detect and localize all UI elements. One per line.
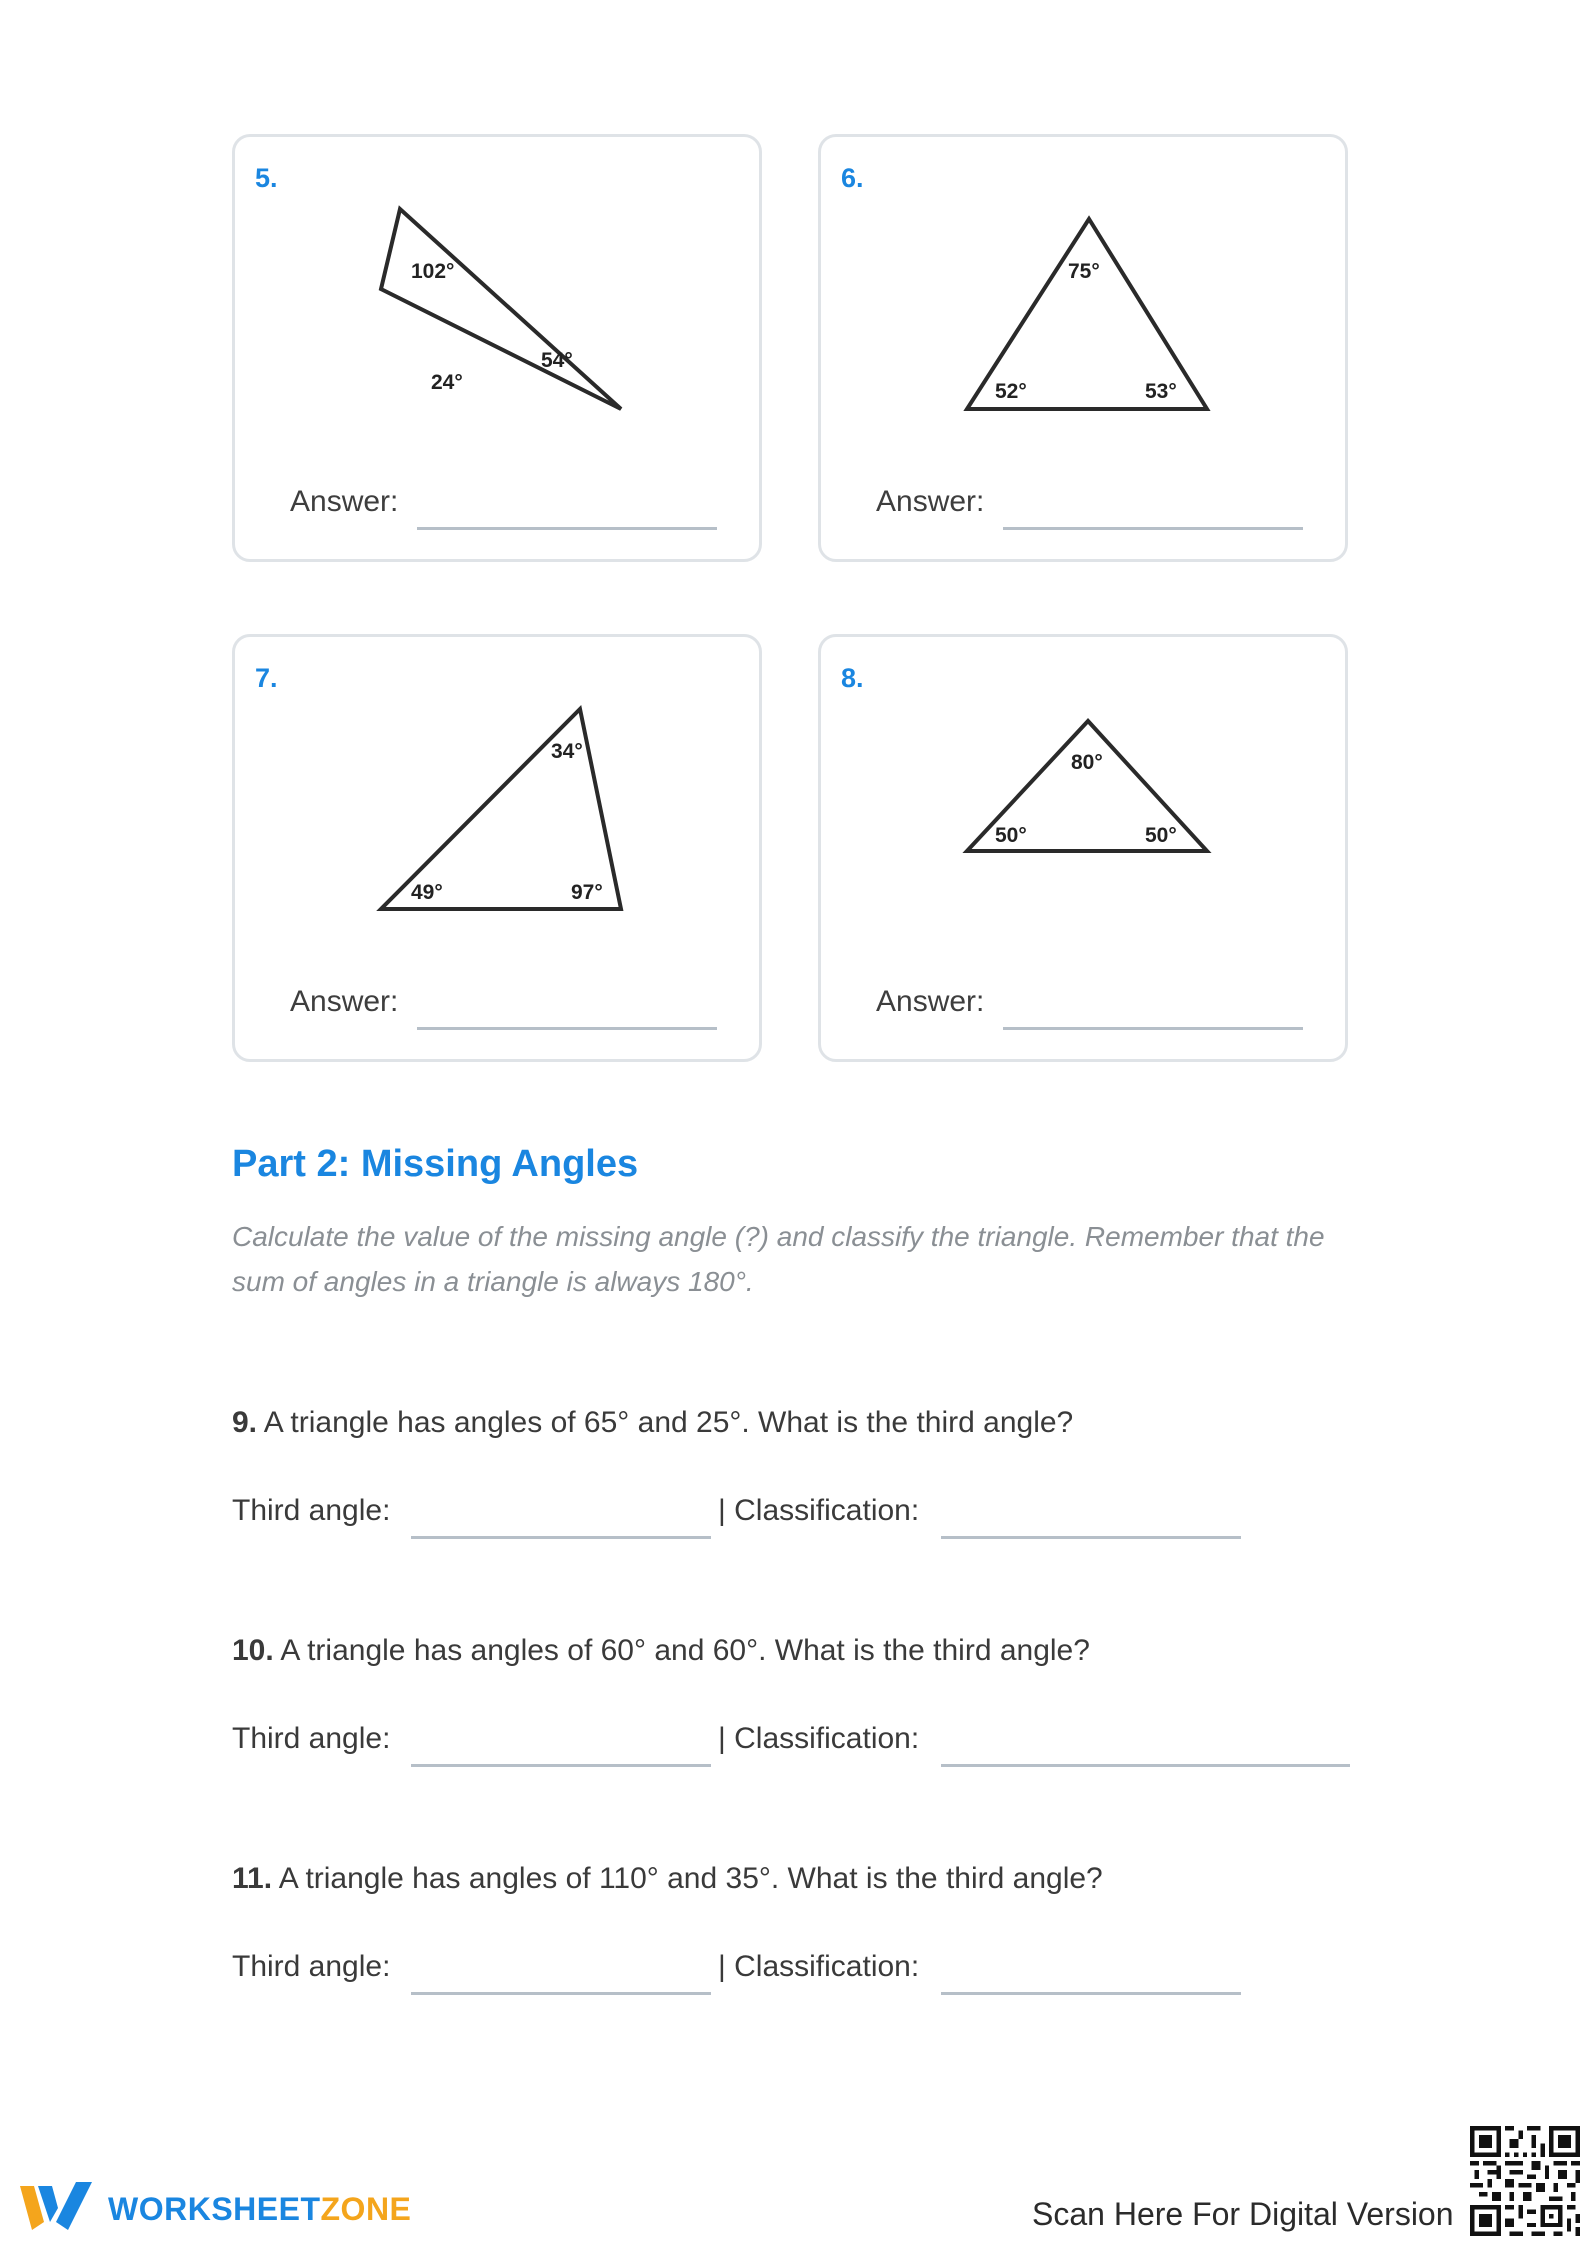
angle-label: 75° <box>1068 260 1100 283</box>
answer-blank[interactable] <box>417 1027 717 1030</box>
angle-label: 80° <box>1071 751 1103 774</box>
problem-card-5 <box>232 134 762 562</box>
problem-number: 8. <box>841 663 864 693</box>
classification-label: | Classification: <box>718 1722 920 1755</box>
angle-label: 102° <box>411 260 455 283</box>
third-angle-blank[interactable] <box>411 1764 711 1767</box>
question-number: 10. <box>232 1634 274 1667</box>
third-angle-label: Third angle: <box>232 1494 391 1527</box>
answer-label: Answer: <box>876 985 985 1018</box>
question-text: A triangle has angles of 60° and 60°. What is the third angle? <box>280 1634 1090 1667</box>
third-angle-blank[interactable] <box>411 1992 711 1995</box>
angle-label: 54° <box>541 349 573 372</box>
question-text: A triangle has angles of 65° and 25°. What is the third angle? <box>263 1406 1074 1439</box>
section-instructions: Calculate the value of the missing angle (?) and classify the triangle. Remember that the sum of angles in a triangle is always 180°. <box>232 1221 1325 1297</box>
question-10 <box>232 1634 1090 1668</box>
problem-card-6 <box>818 134 1348 562</box>
qr-code-icon[interactable] <box>1470 2125 1580 2237</box>
question-text: A triangle has angles of 110° and 35°. What is the third angle? <box>278 1862 1103 1895</box>
brand-name: WORKSHEETZONE <box>108 2191 412 2227</box>
answer-label: Answer: <box>290 985 399 1018</box>
angle-label: 53° <box>1145 380 1177 403</box>
scan-instructions: Scan Here For Digital Version <box>1032 2196 1454 2232</box>
classification-label: | Classification: <box>718 1950 920 1983</box>
answer-label: Answer: <box>876 485 985 518</box>
angle-label: 50° <box>1145 824 1177 847</box>
angle-label: 24° <box>431 371 463 394</box>
problem-card-7 <box>232 634 762 1062</box>
problem-number: 6. <box>841 163 864 193</box>
classification-blank[interactable] <box>941 1992 1241 1995</box>
classification-blank[interactable] <box>941 1764 1350 1767</box>
angle-label: 50° <box>995 824 1027 847</box>
third-angle-label: Third angle: <box>232 1722 391 1755</box>
question-11 <box>232 1862 1103 1896</box>
answer-blank[interactable] <box>1003 1027 1303 1030</box>
problem-card-8 <box>818 634 1348 1062</box>
answer-blank[interactable] <box>417 527 717 530</box>
angle-label: 52° <box>995 380 1027 403</box>
problem-number: 5. <box>255 163 278 193</box>
question-number: 9. <box>232 1406 258 1439</box>
angle-label: 49° <box>411 881 443 904</box>
angle-label: 97° <box>571 881 603 904</box>
problem-number: 7. <box>255 663 278 693</box>
third-angle-blank[interactable] <box>411 1536 711 1539</box>
angle-label: 34° <box>551 740 583 763</box>
question-number: 11. <box>232 1862 273 1895</box>
answer-label: Answer: <box>290 485 399 518</box>
question-9 <box>232 1406 1073 1440</box>
classification-blank[interactable] <box>941 1536 1241 1539</box>
classification-label: | Classification: <box>718 1494 920 1527</box>
third-angle-label: Third angle: <box>232 1950 391 1983</box>
section-title: Part 2: Missing Angles <box>232 1143 639 1185</box>
answer-blank[interactable] <box>1003 527 1303 530</box>
worksheetzone-logo-icon <box>18 2178 94 2234</box>
